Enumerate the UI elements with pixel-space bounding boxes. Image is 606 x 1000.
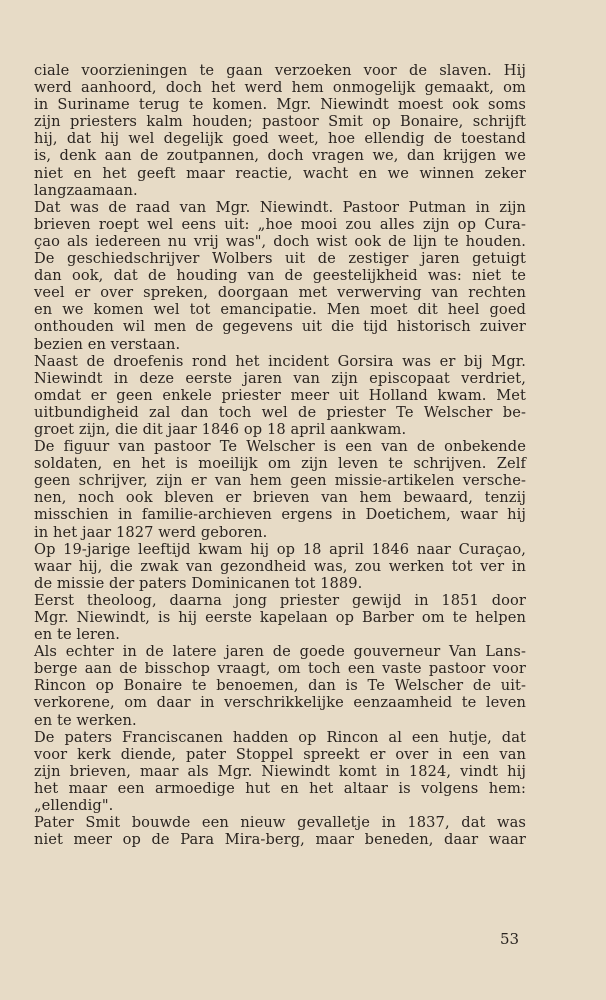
text-line: waar hij, die zwak van gezondheid was, zou werken tot ver in [34, 557, 526, 575]
text-line: berge aan de bisschop vraagt, om toch een vaste pastoor voor [34, 660, 526, 678]
text-line: Naast de droefenis rond het incident Gorsira was er bij Mgr. [34, 352, 526, 370]
text-line: ciale voorzieningen te gaan verzoeken voor de slaven. Hij [34, 62, 526, 79]
text-line: Pater Smit bouwde een nieuw gevalletje in 1837, dat was [34, 814, 526, 832]
text-line: çao als iedereen nu vrij was", doch wist ook de lijn te houden. [34, 232, 526, 250]
page-number: 53 [500, 930, 520, 948]
text-line: veel er over spreken, doorgaan met verwerving van rechten [34, 284, 526, 302]
text-line: De paters Franciscanen hadden op Rincon al een hutje, dat [34, 728, 526, 746]
text-line: nen, noch ook bleven er brieven van hem bewaard, tenzij [34, 489, 526, 507]
text-line: niet meer op de Para Mira-berg, maar beneden, daar waar [34, 831, 526, 849]
text-line: Niewindt in deze eerste jaren van zijn episcopaat verdriet, [34, 369, 526, 387]
text-line: soldaten, en het is moeilijk om zijn leven te schrijven. Zelf [34, 455, 526, 473]
text-line: brieven roept wel eens uit: „hoe mooi zou alles zijn op Cura- [34, 215, 526, 233]
text-line: groet zijn, die dit jaar 1846 op 18 april aankwam. [34, 420, 407, 438]
text-line: onthouden wil men de gegevens uit die tijd historisch zuiver [34, 318, 526, 336]
text-line: voor kerk diende, pater Stoppel spreekt er over in een van [34, 745, 526, 763]
text-line: geen schrijver, zijn er van hem geen missie-artikelen versche- [34, 472, 526, 490]
text-line: de missie der paters Dominicanen tot 1889. [34, 574, 363, 592]
text-line: en we komen wel tot emancipatie. Men moet dit heel goed [34, 301, 526, 319]
text-line: misschien in familie-archieven ergens in Doetichem, waar hij [34, 506, 526, 524]
text-line: het maar een armoedige hut en het altaar is volgens hem: [34, 779, 526, 797]
text-line: is, denk aan de zoutpannen, doch vragen we, dan krijgen we [34, 147, 526, 165]
text-line: verkorene, om daar in verschrikkelijke eenzaamheid te leven [34, 694, 526, 712]
text-line: bezien en verstaan. [34, 335, 181, 353]
text-line: langzaamaan. [34, 181, 138, 199]
text-line: Eerst theoloog, daarna jong priester gewijd in 1851 door [34, 591, 526, 609]
text-line: in Suriname terug te komen. Mgr. Niewindt moest ook soms [34, 96, 526, 114]
text-line: niet en het geeft maar reactie, wacht en we winnen zeker [34, 164, 526, 182]
text-line: uitbundigheid zal dan toch wel de priester Te Welscher be- [34, 403, 526, 421]
text-line: Als echter in de latere jaren de goede gouverneur Van Lans- [34, 643, 526, 661]
text-line: en te leren. [34, 626, 120, 644]
text-line: De geschiedschrijver Wolbers uit de zestiger jaren getuigt [34, 250, 526, 268]
text-line: De figuur van pastoor Te Welscher is een van de onbekende [34, 438, 526, 456]
text-line: omdat er geen enkele priester meer uit Holland kwam. Met [34, 386, 526, 404]
text-line: „ellendig". [34, 797, 114, 815]
text-line: en te werken. [34, 711, 137, 729]
text-line: in het jaar 1827 werd geboren. [34, 523, 268, 541]
body-text [34, 62, 526, 848]
text-line: dan ook, dat de houding van de geestelijkheid was: niet te [34, 267, 526, 285]
text-line: hij, dat hij wel degelijk goed weet, hoe ellendig de toestand [34, 130, 526, 148]
text-line: werd aanhoord, doch het werd hem onmogelijk gemaakt, om [34, 79, 526, 97]
text-line: Mgr. Niewindt, is hij eerste kapelaan op Barber om te helpen [34, 609, 526, 626]
text-line: Op 19-jarige leeftijd kwam hij op 18 april 1846 naar Curaçao, [34, 540, 526, 558]
text-line: zijn brieven, maar als Mgr. Niewindt komt in 1824, vindt hij [34, 762, 526, 780]
text-line: zijn priesters kalm houden; pastoor Smit op Bonaire, schrijft [34, 113, 526, 131]
text-line: Dat was de raad van Mgr. Niewindt. Pastoor Putman in zijn [34, 198, 526, 216]
text-line: Rincon op Bonaire te benoemen, dan is Te Welscher de uit- [34, 677, 526, 695]
